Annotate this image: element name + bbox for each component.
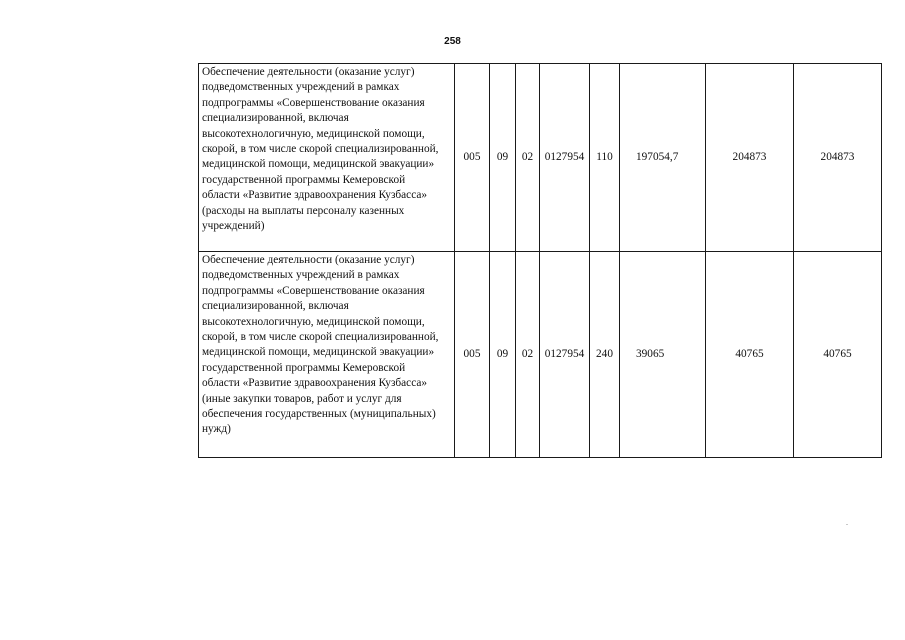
amount-year-1: 39065 xyxy=(620,252,706,458)
expense-type-code: 240 xyxy=(590,252,620,458)
amount-year-1: 197054,7 xyxy=(620,64,706,252)
ministry-code: 005 xyxy=(455,252,490,458)
row-description: Обеспечение деятельности (оказание услуг) подведомственных учреждений в рамках подпрограммы «Совершенствование оказания специализированной, включая высокотехнологичную, медицинской помощи, скорой, в том числе скорой специализированной, медицинской помощи, медицинской эвакуации» государственной программы Кемеровской области «Развитие здравоохранения Кузбасса» (расходы на выплаты персоналу казенных учреждений) xyxy=(199,64,455,252)
amount-year-2: 40765 xyxy=(706,252,794,458)
target-article-code: 0127954 xyxy=(540,64,590,252)
amount-year-3: 40765 xyxy=(794,252,882,458)
scan-artifact xyxy=(846,524,848,525)
ministry-code: 005 xyxy=(455,64,490,252)
amount-year-2: 204873 xyxy=(706,64,794,252)
target-article-code: 0127954 xyxy=(540,252,590,458)
budget-table xyxy=(198,63,882,458)
table-row xyxy=(199,64,882,252)
section-code: 09 xyxy=(490,64,516,252)
row-description: Обеспечение деятельности (оказание услуг) подведомственных учреждений в рамках подпрограммы «Совершенствование оказания специализированной, включая высокотехнологичную, медицинской помощи, скорой, в том числе скорой специализированной, медицинской помощи, медицинской эвакуации» государственной программы Кемеровской области «Развитие здравоохранения Кузбасса» (иные закупки товаров, работ и услуг для обеспечения государственных (муниципальных) нужд) xyxy=(199,252,455,458)
subsection-code: 02 xyxy=(516,252,540,458)
section-code: 09 xyxy=(490,252,516,458)
subsection-code: 02 xyxy=(516,64,540,252)
table-row xyxy=(199,252,882,458)
amount-year-3: 204873 xyxy=(794,64,882,252)
page-number: 258 xyxy=(444,36,461,47)
expense-type-code: 110 xyxy=(590,64,620,252)
